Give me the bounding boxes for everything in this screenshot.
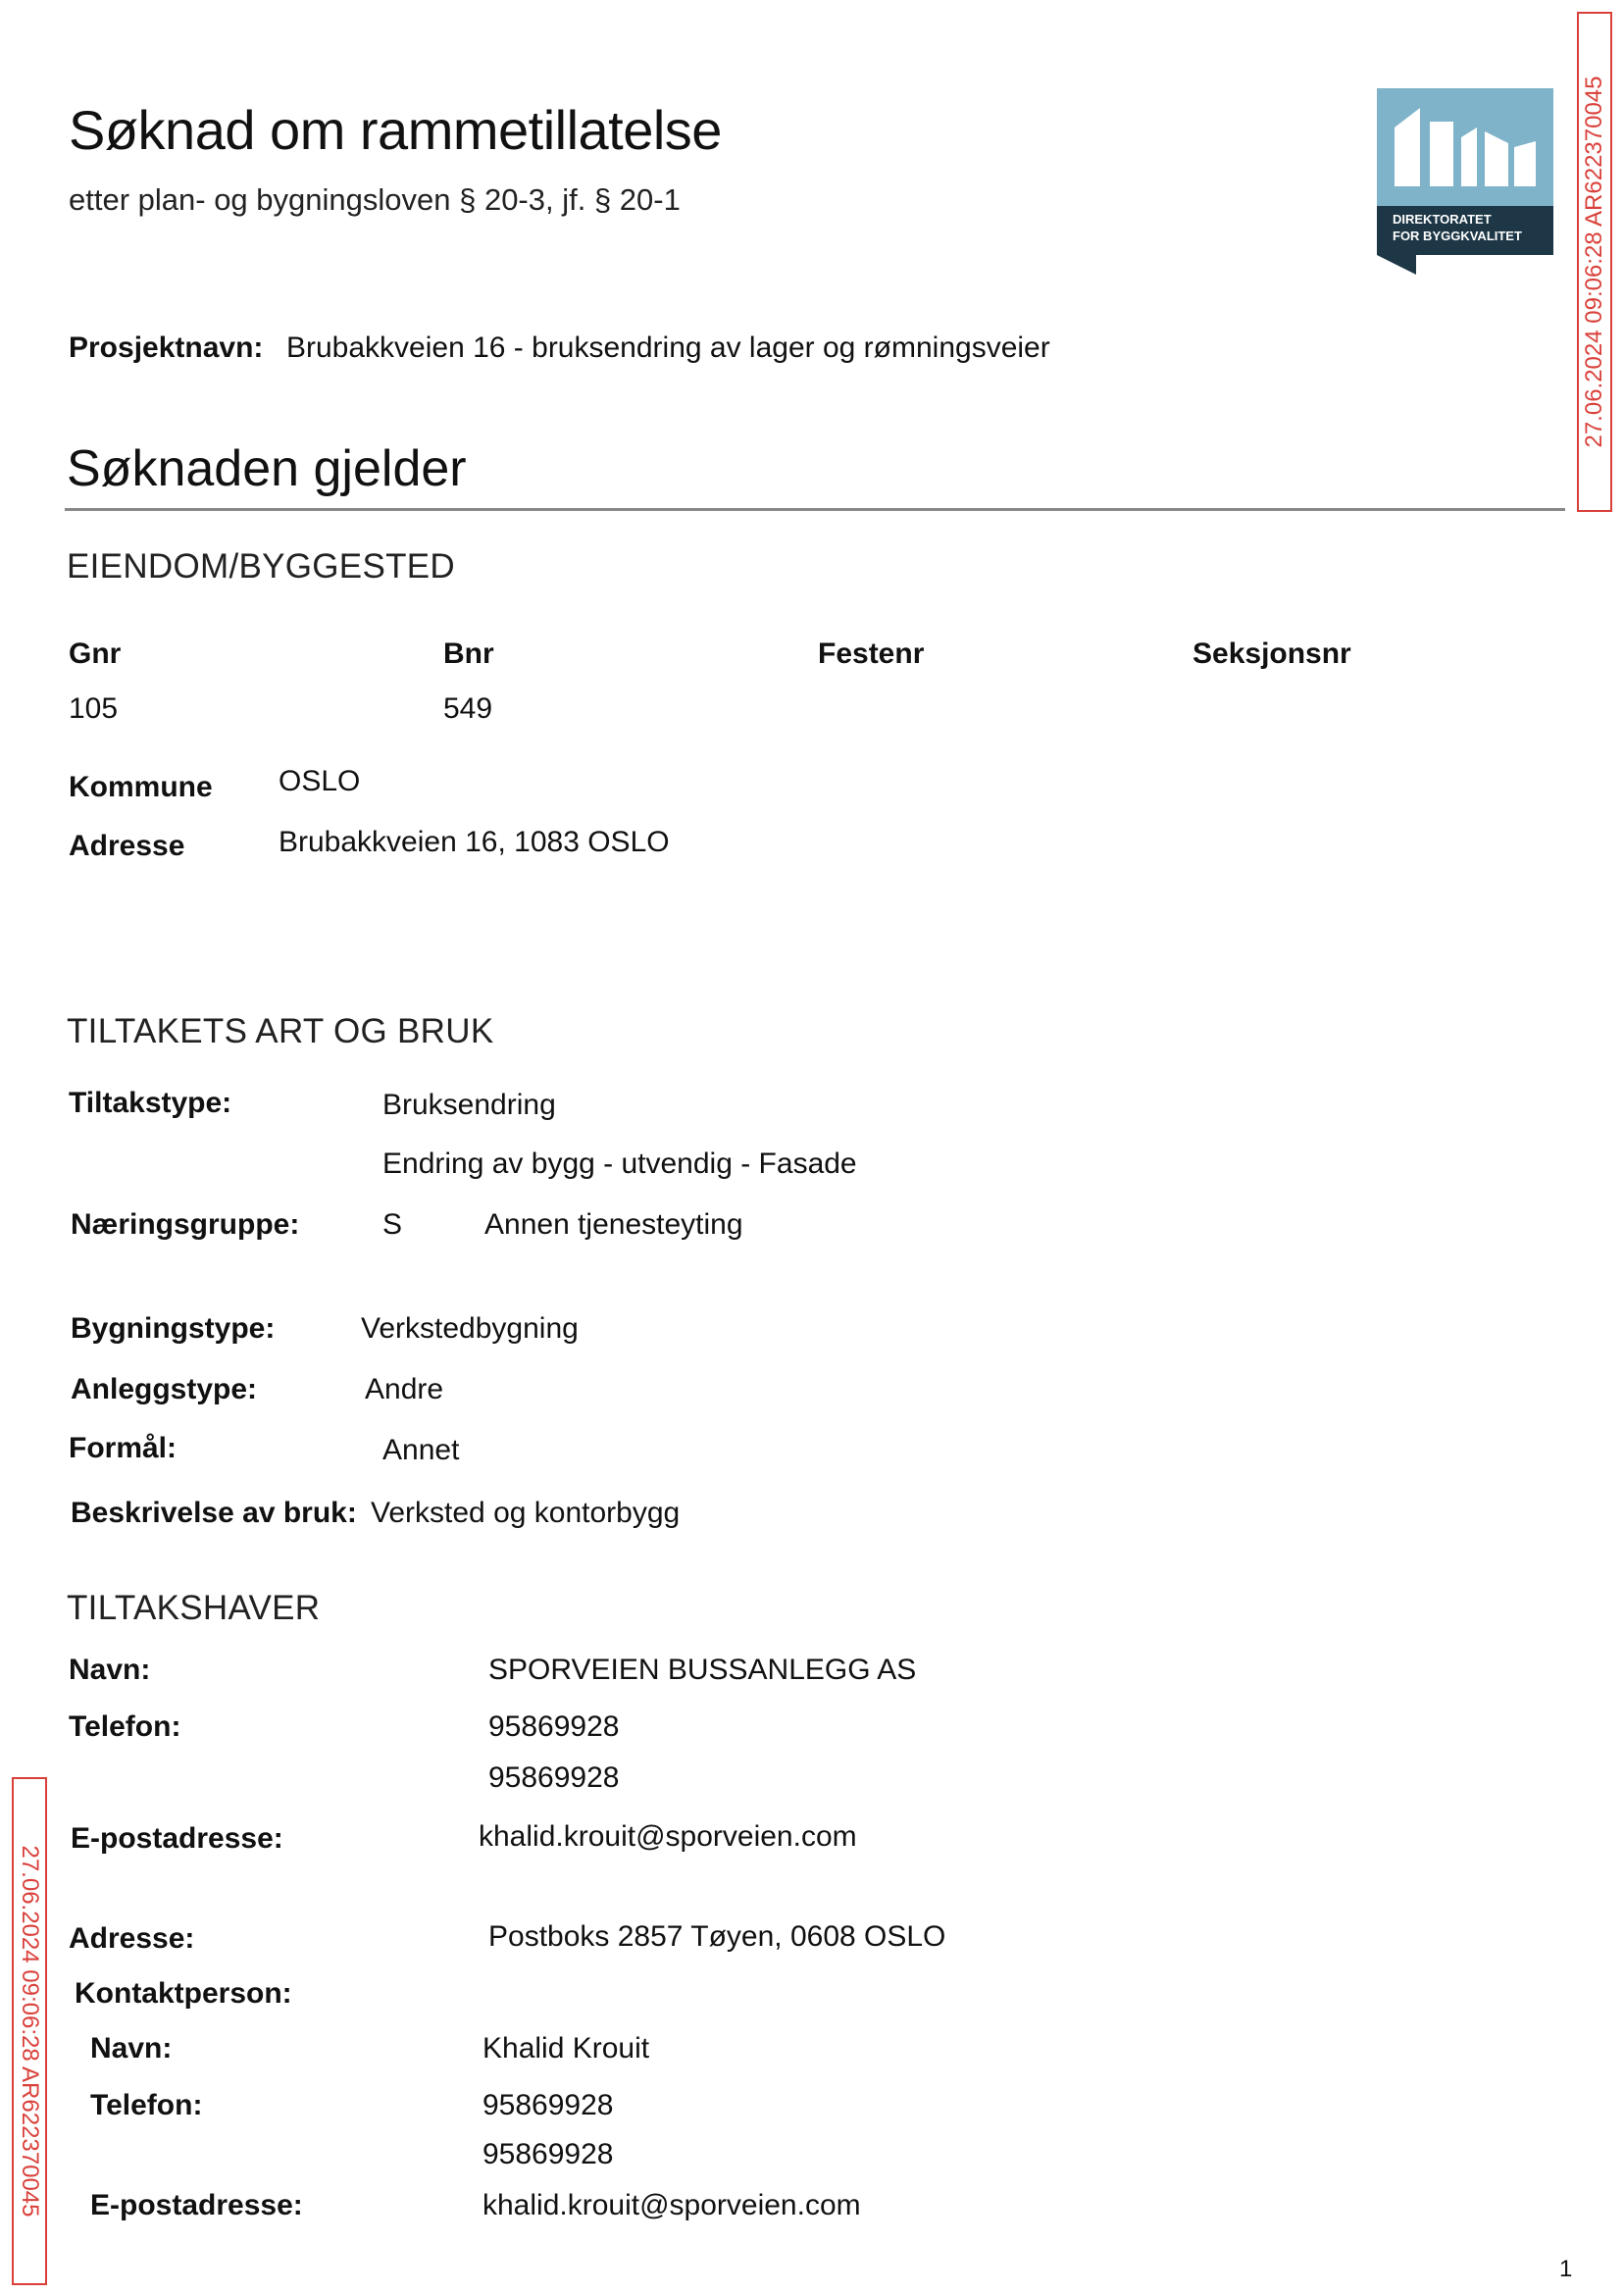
gnr-value: 105 (69, 692, 119, 725)
beskrivelse-label: Beskrivelse av bruk: (71, 1497, 357, 1529)
tiltakshaver-adresse-label: Adresse: (69, 1922, 195, 1955)
archive-stamp-right-text: 27.06.2024 09:06:28 AR622370045 (1581, 76, 1607, 448)
kontakt-navn-value: Khalid Krouit (482, 2032, 650, 2065)
tiltakshaver-telefon-value-1: 95869928 (488, 1710, 620, 1743)
col-bnr: Bnr (443, 637, 494, 670)
archive-stamp-left-text: 27.06.2024 09:06:28 AR622370045 (17, 1845, 43, 2218)
tiltakshaver-telefon-value-2: 95869928 (488, 1761, 620, 1794)
beskrivelse-value: Verksted og kontorbygg (371, 1497, 681, 1529)
tiltakshaver-navn-label: Navn: (69, 1654, 151, 1686)
project-label: Prosjektnavn: (69, 331, 264, 364)
eiendom-heading: EIENDOM/BYGGESTED (67, 547, 455, 586)
formal-label: Formål: (69, 1432, 178, 1464)
naeringsgruppe-code: S (382, 1208, 403, 1241)
kontaktperson-label: Kontaktperson: (75, 1977, 292, 2010)
tiltakstype-label: Tiltakstype: (69, 1087, 232, 1119)
bygningstype-value: Verkstedbygning (361, 1312, 579, 1345)
archive-stamp-left (12, 1777, 47, 2285)
col-seksjonsnr: Seksjonsnr (1193, 637, 1351, 670)
tiltakshaver-epost-label: E-postadresse: (71, 1822, 283, 1855)
kontakt-epost-value: khalid.krouit@sporveien.com (482, 2189, 861, 2221)
col-gnr: Gnr (69, 637, 122, 670)
dibk-logo (1377, 88, 1553, 275)
adresse-label: Adresse (69, 830, 185, 862)
adresse-value: Brubakkveien 16, 1083 OSLO (279, 826, 670, 858)
tiltakstype-value-2: Endring av bygg - utvendig - Fasade (382, 1147, 857, 1180)
document-title: Søknad om rammetillatelse (69, 99, 722, 161)
document-subtitle: etter plan- og bygningsloven § 20-3, jf. § 20-1 (69, 182, 681, 217)
page-number: 1 (1559, 2256, 1573, 2282)
anleggstype-label: Anleggstype: (71, 1373, 258, 1405)
kommune-label: Kommune (69, 771, 213, 803)
formal-value: Annet (382, 1434, 460, 1466)
naeringsgruppe-label: Næringsgruppe: (71, 1208, 300, 1241)
tiltak-heading: TILTAKETS ART OG BRUK (67, 1012, 494, 1050)
kontakt-epost-label: E-postadresse: (90, 2189, 303, 2221)
kontakt-telefon-label: Telefon: (90, 2089, 203, 2121)
section-divider (65, 508, 1565, 511)
kontakt-navn-label: Navn: (90, 2032, 173, 2065)
logo-text-line2: FOR BYGGKVALITET (1393, 229, 1522, 243)
archive-stamp-right (1577, 12, 1612, 512)
bygningstype-label: Bygningstype: (71, 1312, 276, 1345)
tiltakstype-value-1: Bruksendring (382, 1089, 556, 1121)
bnr-value: 549 (443, 692, 493, 725)
section-title: Søknaden gjelder (67, 440, 467, 497)
tiltakshaver-telefon-label: Telefon: (69, 1710, 181, 1743)
anleggstype-value: Andre (365, 1373, 444, 1405)
kontakt-telefon-value-2: 95869928 (482, 2138, 614, 2170)
tiltakshaver-adresse-value: Postboks 2857 Tøyen, 0608 OSLO (488, 1920, 946, 1953)
project-value: Brubakkveien 16 - bruksendring av lager og rømningsveier (286, 331, 1050, 364)
naeringsgruppe-value: Annen tjenesteyting (484, 1208, 743, 1241)
kommune-value: OSLO (279, 765, 361, 797)
tiltakshaver-heading: TILTAKSHAVER (67, 1589, 321, 1627)
col-festenr: Festenr (818, 637, 925, 670)
tiltakshaver-navn-value: SPORVEIEN BUSSANLEGG AS (488, 1654, 917, 1686)
kontakt-telefon-value-1: 95869928 (482, 2089, 614, 2121)
tiltakshaver-epost-value: khalid.krouit@sporveien.com (479, 1820, 857, 1853)
logo-text-line1: DIREKTORATET (1393, 212, 1492, 227)
dibk-logo-icon (1377, 88, 1553, 275)
